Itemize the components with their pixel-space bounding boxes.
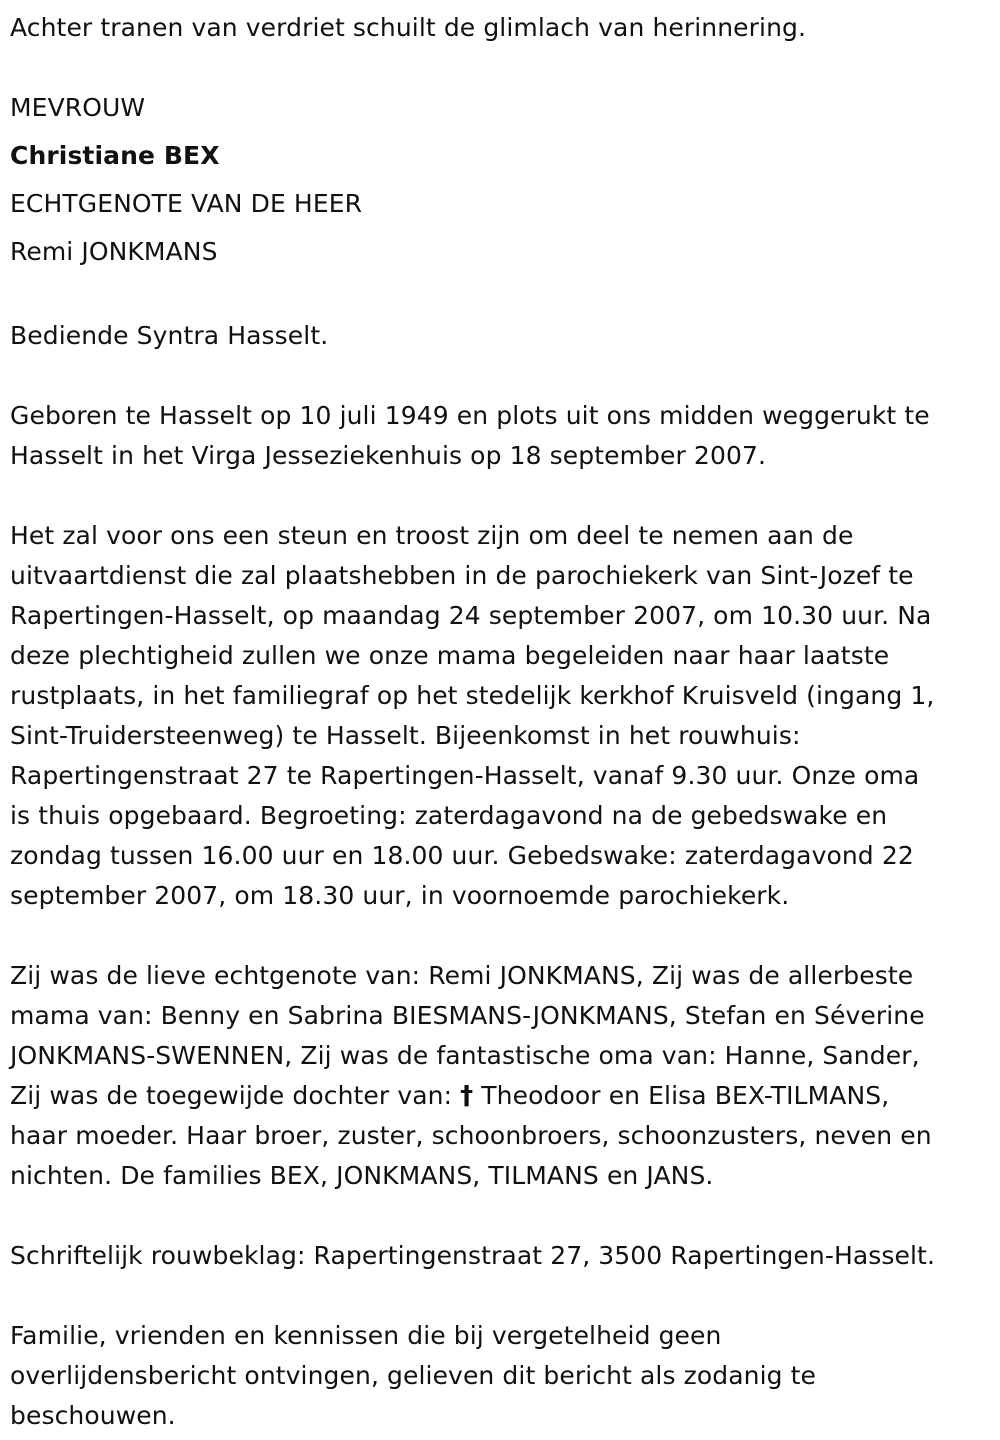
family-line-suffix: Theodoor en Elisa BEX-TILMANS,: [473, 1081, 890, 1110]
birth-death-block: [10, 396, 988, 476]
funeral-block: [10, 516, 988, 916]
funeral-line: zondag tussen 16.00 uur en 18.00 uur. Gebedswake: zaterdagavond 22: [10, 841, 914, 870]
notice-line: overlijdensbericht ontvingen, gelieven dit bericht als zodanig te: [10, 1361, 817, 1390]
family-line: mama van: Benny en Sabrina BIESMANS-JONKMANS, Stefan en Séverine: [10, 1001, 925, 1030]
family-line: JONKMANS-SWENNEN, Zij was de fantastische oma van: Hanne, Sander,: [10, 1041, 920, 1070]
relation-label: ECHTGENOTE VAN DE HEER: [10, 189, 363, 218]
deceased-name: Christiane BEX: [10, 141, 220, 170]
family-line: Zij was de lieve echtgenote van: Remi JONKMANS, Zij was de allerbeste: [10, 961, 914, 990]
funeral-line: Rapertingenstraat 27 te Rapertingen-Hasselt, vanaf 9.30 uur. Onze oma: [10, 761, 920, 790]
notice-line: beschouwen.: [10, 1401, 176, 1430]
spouse-name: Remi JONKMANS: [10, 237, 218, 266]
funeral-line: rustplaats, in het familiegraf op het stedelijk kerkhof Kruisveld (ingang 1,: [10, 681, 935, 710]
birth-death-line: Geboren te Hasselt op 10 juli 1949 en plots uit ons midden weggerukt te: [10, 401, 930, 430]
birth-death-line: Hasselt in het Virga Jesseziekenhuis op 18 september 2007.: [10, 441, 767, 470]
occupation-block: [10, 316, 988, 356]
condolences-address: Schriftelijk rouwbeklag: Rapertingenstraat 27, 3500 Rapertingen-Hasselt.: [10, 1241, 935, 1270]
header-block: [10, 84, 988, 276]
notice-line: Familie, vrienden en kennissen die bij vergetelheid geen: [10, 1321, 722, 1350]
occupation: Bediende Syntra Hasselt.: [10, 321, 329, 350]
motto: Achter tranen van verdriet schuilt de glimlach van herinnering.: [10, 13, 807, 42]
funeral-line: uitvaartdienst die zal plaatshebben in de parochiekerk van Sint-Jozef te: [10, 561, 914, 590]
funeral-line: Het zal voor ons een steun en troost zijn om deel te nemen aan de: [10, 521, 854, 550]
funeral-line: Sint-Truidersteenweg) te Hasselt. Bijeenkomst in het rouwhuis:: [10, 721, 801, 750]
family-line: nichten. De families BEX, JONKMANS, TILMANS en JANS.: [10, 1161, 714, 1190]
funeral-line: deze plechtigheid zullen we onze mama begeleiden naar haar laatste: [10, 641, 890, 670]
family-line-prefix: Zij was de toegewijde dochter van:: [10, 1081, 461, 1110]
family-line: haar moeder. Haar broer, zuster, schoonbroers, schoonzusters, neven en: [10, 1121, 932, 1150]
notice-block: [10, 1316, 988, 1436]
honorific: MEVROUW: [10, 93, 146, 122]
funeral-line: Rapertingen-Hasselt, op maandag 24 september 2007, om 10.30 uur. Na: [10, 601, 932, 630]
cross-icon: †: [460, 1081, 474, 1111]
funeral-line: september 2007, om 18.30 uur, in voornoemde parochiekerk.: [10, 881, 790, 910]
family-block: [10, 956, 988, 1196]
funeral-line: is thuis opgebaard. Begroeting: zaterdagavond na de gebedswake en: [10, 801, 888, 830]
family-line: [10, 1076, 988, 1116]
condolences-block: [10, 1236, 988, 1276]
